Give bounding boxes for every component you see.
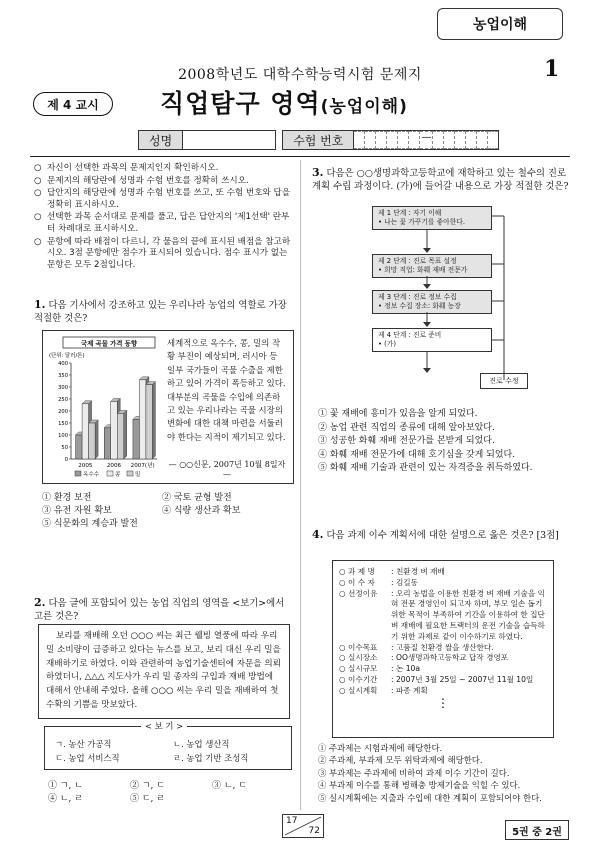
chart-bar-side — [95, 420, 98, 459]
name-label: 성명 — [138, 130, 183, 150]
q2-bogi-title: < 보 기 > — [141, 720, 187, 732]
q1-choice[interactable]: ④ 식량 생산과 확보 — [162, 506, 241, 516]
page-number: 1 — [544, 56, 560, 82]
q4-number: 4. — [312, 528, 324, 541]
q4-choice[interactable]: ① 주과제는 시험과제에 해당한다. — [318, 743, 443, 753]
q2-number: 2. — [34, 596, 46, 609]
chart-bar — [117, 413, 124, 459]
chart-x-tick-label: 2006 — [106, 463, 122, 469]
q1-number: 1. — [34, 298, 46, 311]
chart-legend-label: 밀 — [135, 472, 141, 478]
chart-legend-swatch — [127, 471, 133, 476]
footer-page-total: 72 — [308, 826, 320, 836]
chart-y-tick-label: 150 — [58, 421, 68, 427]
footer-page-current: 17 — [286, 816, 298, 826]
chart-x-tick-label: 2007(년) — [130, 463, 155, 469]
footer-page — [282, 814, 324, 838]
note-item: ○ 선택한 과목 순서대로 문제를 풀고, 답은 답안지의 '제1선택' 란부터 차례대로 표시하시오. — [34, 212, 290, 234]
plan-row: ○ 과 제 명 : 친환경 벼 재배 — [339, 567, 445, 576]
header-rule — [30, 156, 570, 157]
q2-bogi-item: ㄷ. 농업 서비스직 — [55, 753, 120, 763]
chart-y-tick-label: 200 — [58, 409, 68, 415]
q4-choice[interactable]: ② 주과제, 부과제 모두 위탁과제에 해당한다. — [318, 755, 483, 766]
name-field[interactable] — [183, 130, 276, 150]
q1-stem — [34, 298, 292, 325]
q3-choice[interactable]: ① 꽃 재배에 흥미가 있음을 알게 되었다. — [318, 409, 478, 419]
chart-y-tick-label: 400 — [58, 361, 68, 367]
flow-arrows — [372, 206, 562, 406]
q1-choices — [42, 492, 292, 531]
q2-choice[interactable]: ⑤ ㄷ, ㄹ — [130, 794, 165, 804]
area-title-sub: (농업이해) — [320, 97, 408, 117]
flow-step-2: 제 2 단계 : 진로 목표 설정 • 희망 직업: 화훼 재배 전문가 — [372, 254, 492, 278]
q2-bogi-list — [55, 737, 248, 765]
chart-bar — [146, 385, 153, 459]
q3-number: 3. — [312, 166, 324, 179]
q3-choice[interactable]: ③ 성공한 화훼 재배 전문가를 본받게 되었다. — [318, 436, 495, 447]
q4-points: [3점] — [536, 530, 559, 541]
flow-revise: 진로 수정 — [480, 373, 528, 389]
q3-stem — [312, 166, 570, 193]
q4-plan — [332, 560, 554, 738]
plan-row: ○ 이 수 자 : 김길동 — [339, 577, 418, 587]
chart-bar — [82, 404, 89, 459]
plan-row: ○ 실시규모 : 논 10a — [339, 664, 421, 674]
chart-bar-side — [124, 410, 127, 459]
q4-choice[interactable]: ④ 부과제 이수를 통해 병해충 방제기술을 익힐 수 있다. — [318, 780, 521, 791]
q2-choices — [48, 780, 294, 806]
q1-text: 다음 기사에서 강조하고 있는 우리나라 농업의 역할로 가장 적절한 것은? — [34, 300, 287, 324]
q1-choice[interactable]: ③ 유전 자원 확보 — [42, 506, 112, 516]
q3-text: 다음은 ○○생명과학고등학교에 재학하고 있는 철수의 진로 계획 수립 과정이다. (가)에 들어갈 내용으로 가장 적절한 것은? — [312, 168, 569, 192]
q1-choice[interactable]: ① 환경 보전 — [42, 493, 92, 503]
q3-choice[interactable]: ⑤ 화훼 재배 기술과 관련이 있는 자격증을 취득하였다. — [318, 463, 533, 474]
note-item: ○ 자신이 선택한 과목의 문제지인지 확인하시오. — [34, 163, 219, 173]
footer-volume: 5권 중 2권 — [505, 820, 569, 840]
area-title — [160, 84, 408, 120]
flow-step-4: 제 4 단계 : 진로 준비 • (가) — [372, 328, 492, 352]
q2-text: 다음 글에 포함되어 있는 농업 직업의 영역을 <보기>에서 고른 것은? — [34, 598, 285, 622]
q4-choice[interactable]: ⑤ 실시계획에는 지출과 수입에 대한 계획이 포함되어야 한다. — [318, 792, 542, 803]
chart-bar — [111, 401, 118, 459]
note-item: ○ 답안지의 해당란에 성명과 수험 번호를 쓰고, 또 수험 번호와 답을 정확히 표시하시오. — [34, 188, 291, 210]
exam-number-label: 수험 번호 — [282, 130, 354, 150]
area-title-main: 직업탐구 영역 — [160, 89, 321, 118]
q3-choice[interactable]: ② 농업 관련 직업의 종류에 대해 알아보았다. — [318, 422, 495, 433]
subject-tag: 농업이해 — [437, 8, 563, 40]
chart-ylabel: (단위: 달러/톤) — [49, 353, 85, 359]
q3-flowchart — [372, 206, 562, 406]
q2-choice[interactable]: ① ㄱ, ㄴ — [48, 781, 83, 791]
session-badge: 제 4 교시 — [33, 92, 113, 116]
q2-bogi-item: ㄴ. 농업 생산직 — [173, 739, 230, 749]
q2-bogi-item: ㄱ. 농산 가공직 — [55, 739, 112, 749]
note-item: ○ 문항에 따라 배점이 다르니, 각 물음의 끝에 표시된 배점을 참고하시오. 3점 문항에만 점수가 표시되어 있습니다. 점수 표시가 없는 문항은 모두 2점입니다. — [34, 236, 291, 270]
q2-choice[interactable]: ③ ㄴ, ㄷ — [212, 781, 247, 791]
q1-article-text: 세계적으로 옥수수, 콩, 밀의 작황 부진이 예상되며, 러시아 등 일부 국가들이 곡물 수출을 제한하고 있어 가격이 폭등하고 있다. 대부분의 곡물을 수입에 의존하고 있는 우리나라는 곡물 시장의 변화에 대한 대책 마련을 서둘러야 한다는 지적이 제기되고 있다. — [167, 338, 286, 442]
flow-step-3: 제 3 단계 : 진로 정보 수집 • 정보 수집 장소: 화훼 농장 — [372, 290, 492, 314]
chart-bar — [104, 428, 111, 459]
chart-y-tick-label: 50 — [61, 445, 68, 451]
plan-row: ○ 이수목표 : 고품질 친환경 쌀을 생산한다. — [339, 642, 494, 652]
q4-text: 다음 과제 이수 계획서에 대한 설명으로 옳은 것은? — [326, 530, 534, 541]
chart-legend-label: 콩 — [115, 472, 121, 478]
flow-step-1: 제 1 단계 : 자기 이해 • 나는 꽃 가꾸기를 좋아한다. — [372, 206, 492, 230]
chart-bar — [76, 435, 83, 459]
q2-choice[interactable]: ② ㄱ, ㄷ — [130, 781, 165, 791]
q1-choice[interactable]: ② 국토 균형 발전 — [162, 493, 232, 503]
chart-legend-swatch — [107, 471, 113, 476]
chart-title: 국제 곡물 가격 동향 — [80, 339, 138, 348]
chart-y-tick-label: 300 — [58, 385, 68, 391]
q1-choice[interactable]: ⑤ 식문화의 계승과 발전 — [42, 519, 138, 529]
q2-bogi-item: ㄹ. 농업 기반 조성직 — [173, 753, 249, 763]
q3-choice[interactable]: ④ 화훼 재배 전문가에 대해 호기심을 갖게 되었다. — [318, 449, 516, 460]
plan-ellipsis: ⋮ — [437, 695, 449, 710]
grain-price-chart — [47, 335, 163, 481]
column-divider — [300, 160, 301, 810]
q2-passage: 보리를 재배해 오던 ○○○ 씨는 최근 웰빙 열풍에 따라 우리 밀 소비량이 급증하고 있다는 뉴스를 보고, 보리 대신 우리 밀을 재배하기로 하였다. 이와 관련하여 농업기술센터에 자문을 의뢰하였더니, △△△ 지도사가 우리 밀 종자의 구입과 재배 방법에 대해서 안내해 주었다. 올해 ○○○ 씨는 우리 밀을 재배하여 첫 수확의 기쁨을 맛보았다. — [38, 624, 290, 719]
q2-bogi-box — [44, 721, 292, 770]
chart-legend-swatch — [75, 471, 81, 476]
q1-source: — ○○신문, 2007년 10월 8일자 — — [168, 460, 286, 479]
exam-number-field[interactable]: — — [354, 130, 499, 150]
q4-stem — [312, 528, 570, 542]
name-bar — [138, 130, 499, 150]
chart-bar — [133, 419, 140, 459]
plan-row: ○ 이수기간 : 2007년 3월 25일 ~ 2007년 11월 10일 — [339, 674, 534, 684]
chart-y-tick-label: 350 — [58, 373, 68, 379]
chart-y-tick-label: 0 — [64, 457, 68, 463]
chart-bar — [89, 423, 96, 459]
q1-article — [42, 330, 294, 484]
q3-choices — [318, 408, 572, 476]
q4-choice[interactable]: ③ 부과제는 주과제에 비하여 과제 이수 기간이 길다. — [318, 767, 510, 778]
note-item: ○ 문제지의 해당란에 성명과 수험 번호를 정확히 쓰시오. — [34, 175, 249, 186]
instructions — [34, 163, 292, 272]
chart-legend-label: 옥수수 — [83, 472, 100, 478]
chart-x-tick-label: 2005 — [78, 463, 93, 469]
plan-row: ○ 선정이유 : 오리 농법을 이용한 친환경 벼 재배 기술을 익혀 전문 경영인이 되고자 하며, 부모 일손 돕기 위한 목적이 부족하여 기간을 이용하여 한 집단 벼 재배에 필요한 트랙터의 운전 기술을 습득하기 위한 과제로 같이 이수하기로 하였다. — [339, 588, 545, 641]
chart-bar — [139, 380, 146, 459]
plan-row: ○ 실시계획 : 파종 계획 — [339, 685, 428, 695]
chart-y-tick-label: 250 — [58, 397, 68, 403]
q2-stem — [34, 596, 292, 623]
chart-bar-side — [152, 382, 155, 459]
q4-choices — [318, 742, 580, 804]
chart-y-tick-label: 100 — [58, 433, 68, 439]
exam-title: 2008학년도 대학수학능력시험 문제지 — [178, 67, 422, 83]
q2-choice[interactable]: ④ ㄴ, ㄹ — [48, 794, 83, 804]
plan-row: ○ 실시장소 : OO생명과학고등학교 답작 경영포 — [339, 653, 509, 663]
